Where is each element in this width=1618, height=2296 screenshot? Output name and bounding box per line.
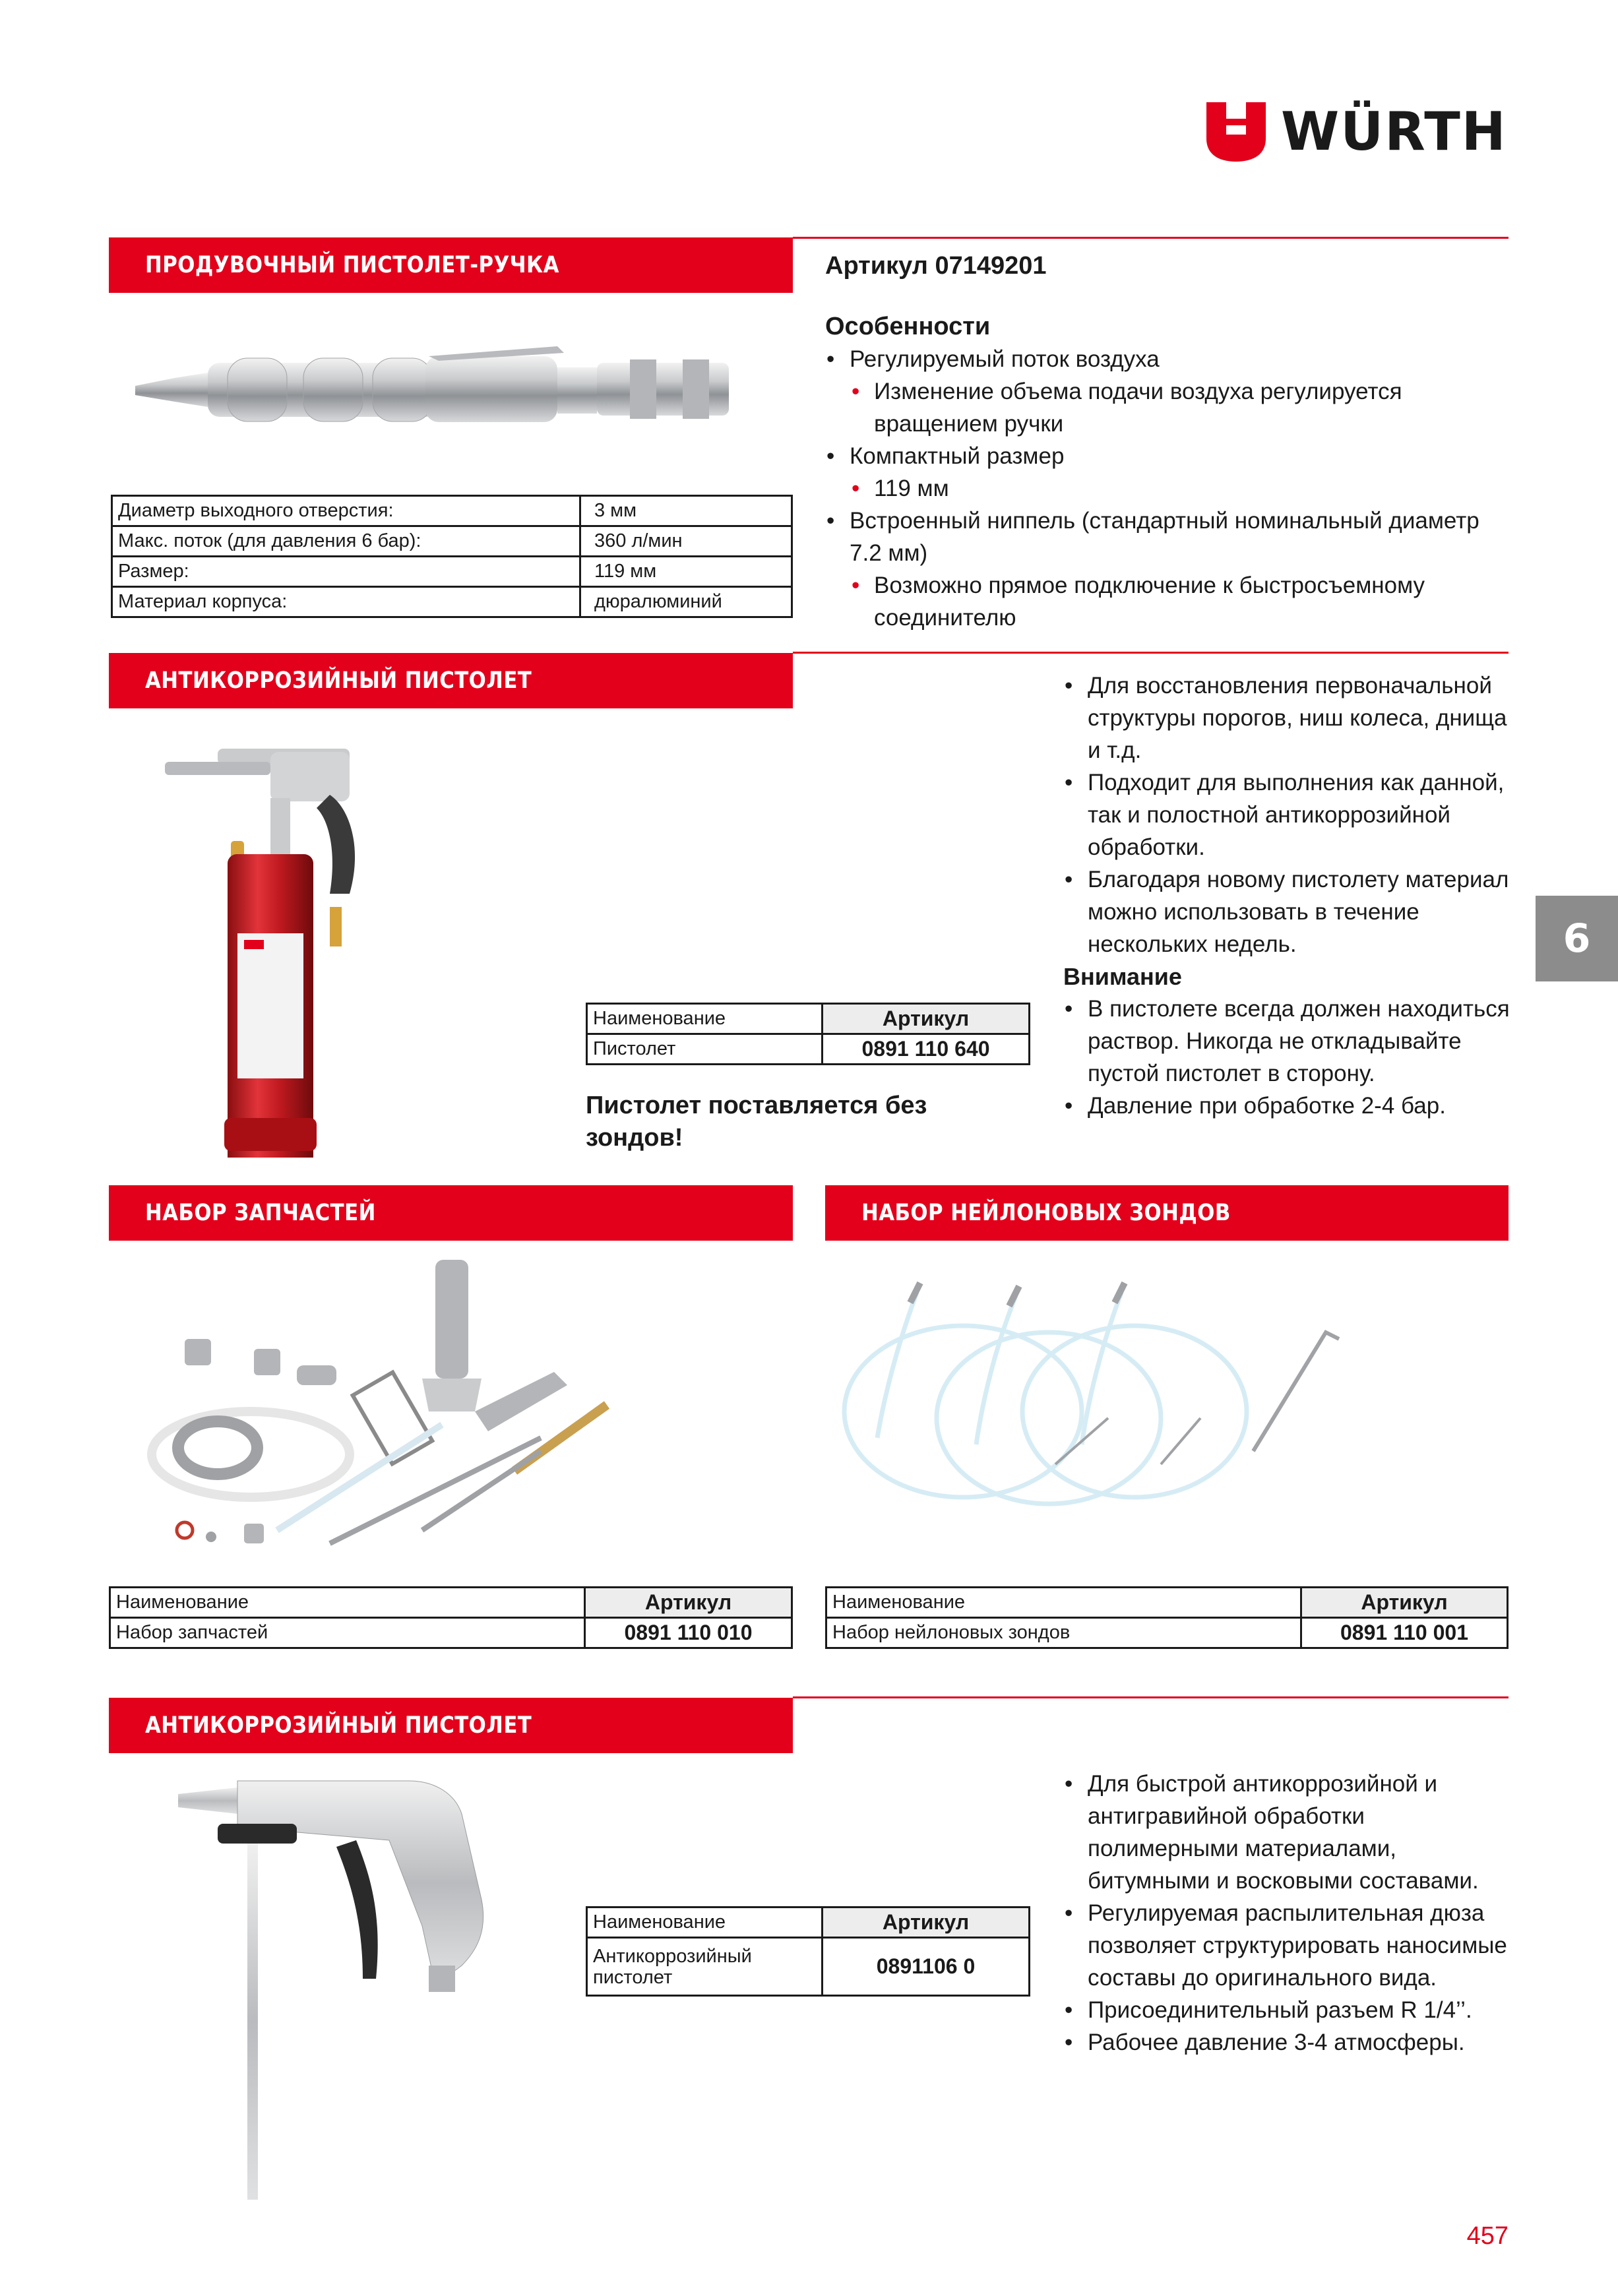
anticorrosion-canister-gun-image (152, 735, 429, 1158)
table-row (112, 496, 792, 526)
underbody-gun-table (586, 1906, 1030, 1997)
list-item: • Давление при обработке 2-4 бар. (1063, 1090, 1512, 1122)
nylon-probes-kit-image (831, 1266, 1359, 1530)
blow-gun-pen-image (129, 326, 762, 439)
underbody-gun-features (1063, 1768, 1512, 2059)
section-title: АНТИКОРРОЗИЙНЫЙ ПИСТОЛЕТ (145, 1712, 532, 1739)
list-item: • Присоединительный разъем R 1/4’’. (1063, 1994, 1512, 2026)
table-row (587, 1938, 1030, 1996)
item-code: 0891 110 001 (1301, 1618, 1508, 1648)
list-item: • Подходит для выполнения как данной, так и полостной антикоррозийной обработки. (1063, 766, 1512, 863)
column-header: Наименование (587, 1004, 823, 1034)
list-item: • Для быстрой антикоррозийной и антигравийной обработки полимерными материалами, битумными и восковыми составами. (1063, 1768, 1512, 1897)
section-header-anticorrosion-gun (109, 653, 793, 708)
note-no-probes: Пистолет поставляется без зондов! (586, 1092, 927, 1152)
wurth-logo-mark-icon (1203, 99, 1269, 165)
column-header: Артикул (823, 1004, 1030, 1034)
list-item: • Рабочее давление 3-4 атмосферы. (1063, 2026, 1512, 2059)
section-title: ПРОДУВОЧНЫЙ ПИСТОЛЕТ-РУЧКА (145, 252, 559, 278)
spec-label: Диаметр выходного отверстия: (112, 496, 580, 526)
page-number: 457 (1466, 2222, 1509, 2250)
column-header: Наименование (587, 1908, 823, 1938)
table-row (110, 1618, 792, 1648)
table-row (826, 1618, 1508, 1648)
features-title: Особенности (825, 313, 991, 340)
section-header-blow-gun (109, 237, 793, 293)
column-header: Наименование (110, 1588, 585, 1618)
anticorrosion-gun-table (586, 1003, 1030, 1065)
table-row (587, 1034, 1030, 1065)
section-header-nylon-probes (825, 1185, 1509, 1241)
table-row (112, 587, 792, 617)
spec-value: дюралюминий (580, 587, 792, 617)
item-name: Набор нейлоновых зондов (826, 1618, 1301, 1648)
chapter-tab (1536, 896, 1618, 981)
item-code: 0891106 0 (823, 1938, 1030, 1996)
item-code: 0891 110 010 (585, 1618, 792, 1648)
item-name: Набор запчастей (110, 1618, 585, 1648)
table-row (110, 1588, 792, 1618)
item-name: Антикоррозийный пистолет (587, 1938, 823, 1996)
spec-label: Материал корпуса: (112, 587, 580, 617)
list-item: • Регулируемый поток воздуха (825, 343, 1485, 375)
specs-table (111, 495, 793, 618)
list-subitem: • 119 мм (825, 472, 1485, 505)
divider (793, 652, 1509, 654)
list-item: • Регулируемая распылительная дюза позволяет структурировать наносимые составы до оригинального вида. (1063, 1897, 1512, 1994)
spare-parts-kit-image (145, 1253, 660, 1563)
section-title: НАБОР ЗАПЧАСТЕЙ (145, 1200, 376, 1226)
spec-label: Размер: (112, 557, 580, 587)
list-subitem: • Возможно прямое подключение к быстросъемному соединителю (825, 569, 1485, 634)
anticorrosion-gun-features (1063, 669, 1512, 1122)
wurth-logo (1203, 99, 1510, 165)
section-header-spare-parts (109, 1185, 793, 1241)
features-list (825, 343, 1485, 634)
nylon-probes-table (825, 1586, 1509, 1649)
spare-parts-table (109, 1586, 793, 1649)
table-row (587, 1004, 1030, 1034)
spec-value: 3 мм (580, 496, 792, 526)
underbody-gun-image (171, 1768, 501, 2203)
list-item: • Встроенный ниппель (стандартный номинальный диаметр 7.2 мм) (825, 505, 1485, 569)
section-title: НАБОР НЕЙЛОНОВЫХ ЗОНДОВ (861, 1200, 1231, 1226)
list-subitem: • Изменение объема подачи воздуха регулируется вращением ручки (825, 375, 1485, 440)
list-item: • В пистолете всегда должен находиться раствор. Никогда не откладывайте пустой пистолет в сторону. (1063, 993, 1512, 1090)
attention-title: Внимание (1063, 963, 1182, 990)
divider (793, 237, 1509, 239)
list-item: • Благодаря новому пистолету материал можно использовать в течение нескольких недель. (1063, 863, 1512, 960)
table-row (826, 1588, 1508, 1618)
wurth-logo-text: WÜRTH (1281, 101, 1507, 162)
table-row (587, 1908, 1030, 1938)
list-item: • Компактный размер (825, 440, 1485, 472)
section-title: АНТИКОРРОЗИЙНЫЙ ПИСТОЛЕТ (145, 667, 532, 694)
chapter-number: 6 (1563, 915, 1591, 962)
column-header: Наименование (826, 1588, 1301, 1618)
section-header-anticorrosion-gun-2 (109, 1698, 793, 1753)
table-row (112, 526, 792, 557)
article-number: Артикул 07149201 (825, 252, 1047, 280)
spec-label: Макс. поток (для давления 6 бар): (112, 526, 580, 557)
spec-value: 360 л/мин (580, 526, 792, 557)
divider (793, 1696, 1509, 1698)
column-header: Артикул (585, 1588, 792, 1618)
item-name: Пистолет (587, 1034, 823, 1065)
table-row (112, 557, 792, 587)
column-header: Артикул (1301, 1588, 1508, 1618)
item-code: 0891 110 640 (823, 1034, 1030, 1065)
list-item: • Для восстановления первоначальной структуры порогов, ниш колеса, днища и т.д. (1063, 669, 1512, 766)
spec-value: 119 мм (580, 557, 792, 587)
column-header: Артикул (823, 1908, 1030, 1938)
